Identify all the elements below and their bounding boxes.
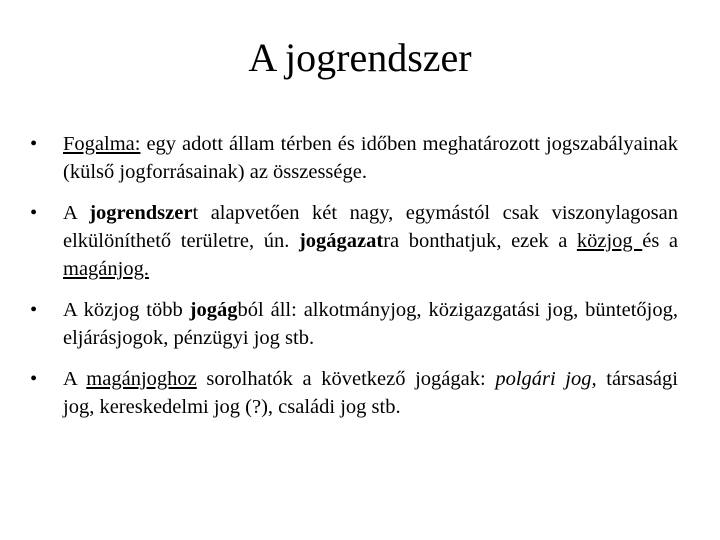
text-run: jogágazat xyxy=(298,230,384,252)
text-run: társasági jog, kereskedelmi jog (?), családi jog stb. xyxy=(63,368,678,418)
text-run: polgári jog, xyxy=(495,368,597,390)
bullet-dot-icon: • xyxy=(30,299,38,321)
text-run: A xyxy=(63,368,87,390)
bullet-fogalma xyxy=(30,130,678,186)
text-run: sorolhatók a következő jogágak: xyxy=(196,368,496,390)
bullet-dot-icon: • xyxy=(30,368,38,390)
bullet-maganjog xyxy=(30,365,678,421)
text-run: t alapvetően két nagy, egymástól csak viszonylagosan elkülöníthető területre, ún. xyxy=(63,202,678,252)
text-run: ból áll: alkotmányjog, közigazgatási jog, büntetőjog, eljárásjogok, pénzügyi jog stb. xyxy=(63,299,678,349)
text-run: A közjog több xyxy=(63,299,190,321)
bullet-dot-icon: • xyxy=(30,202,38,224)
text-run: A xyxy=(63,202,90,224)
text-run: magánjog. xyxy=(63,258,149,280)
text-run: közjog xyxy=(576,230,643,252)
slide-title: A jogrendszer xyxy=(248,35,472,80)
text-run: jogrendszer xyxy=(89,202,193,224)
bullet-kozjog xyxy=(30,296,678,352)
text-run: magánjoghoz xyxy=(86,368,197,390)
text-run: ra bonthatjuk, ezek a xyxy=(383,230,577,252)
text-run: és a xyxy=(642,230,678,252)
text-run: egy adott állam térben és időben meghatározott jogszabályainak (külső jogforrásainak) az összessége. xyxy=(63,133,678,183)
bullet-dot-icon: • xyxy=(30,133,38,155)
bullet-list xyxy=(30,130,678,434)
bullet-jogrendszer xyxy=(30,199,678,283)
text-run: Fogalma: xyxy=(63,133,141,155)
text-run: jogág xyxy=(189,299,238,321)
